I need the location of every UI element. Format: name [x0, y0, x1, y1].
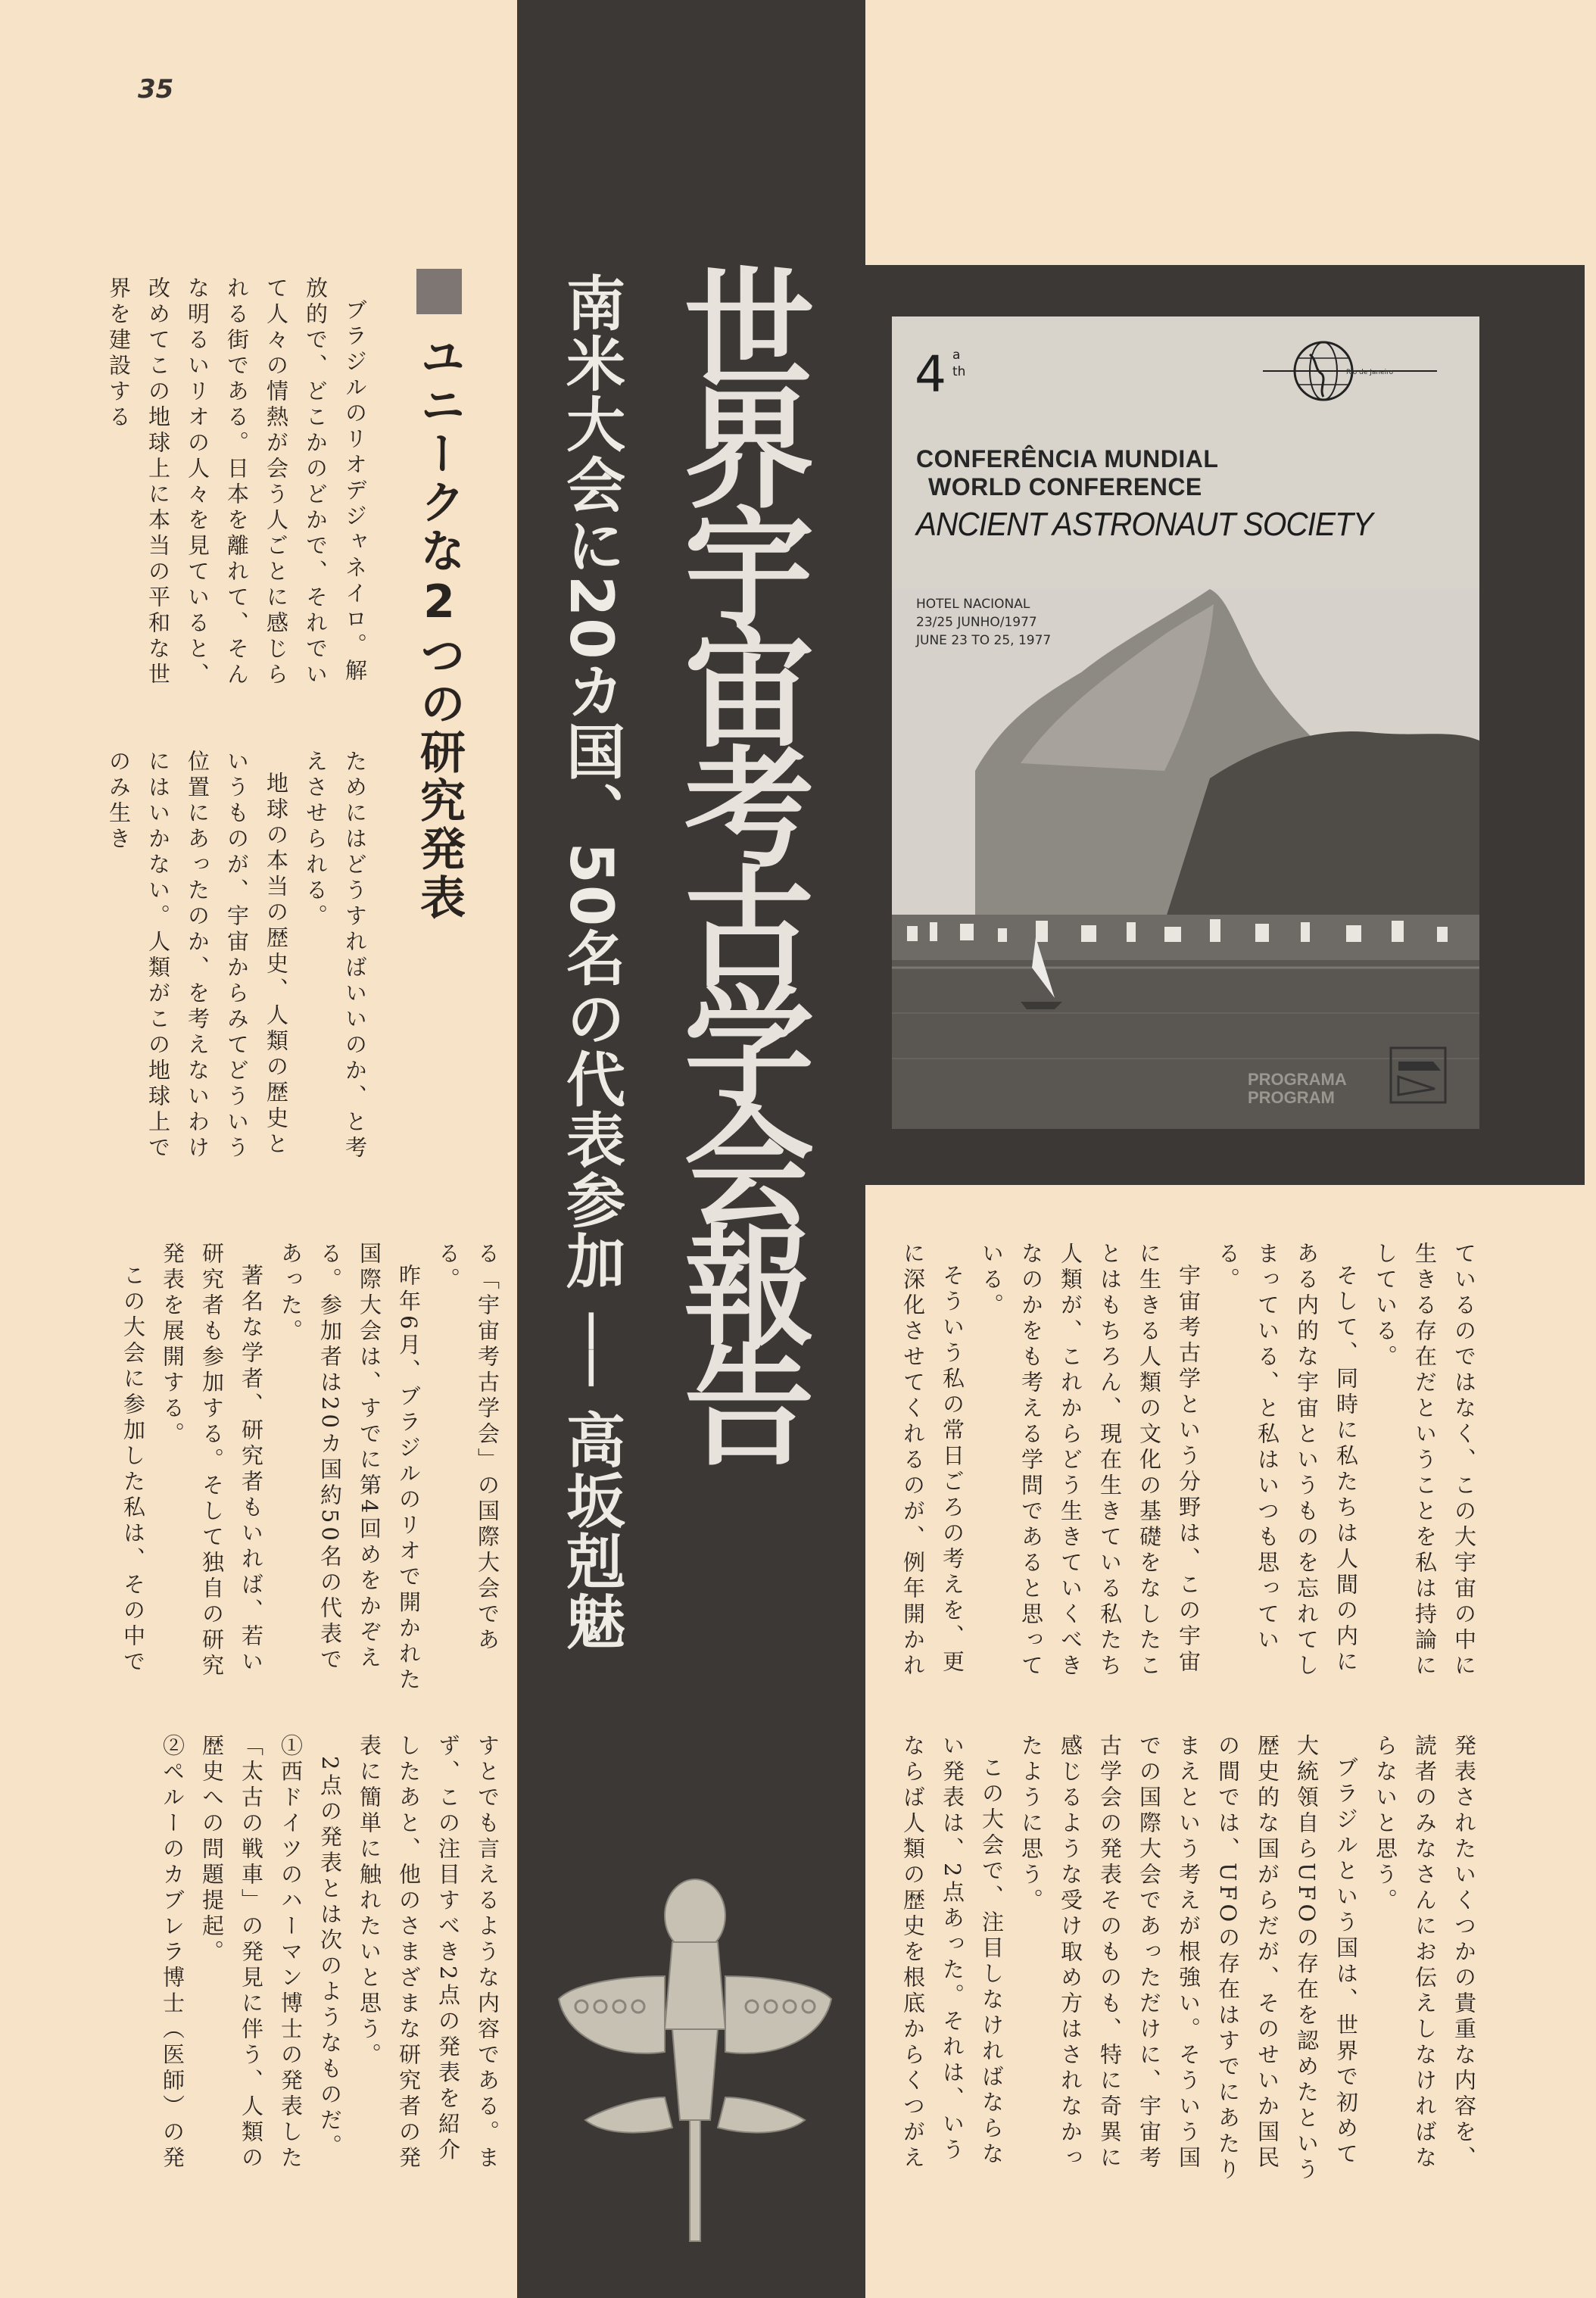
society-name: ANCIENT ASTRONAUT SOCIETY — [916, 506, 1373, 543]
paragraph: ②ペルーのカブレラ博士（医師）の発 — [160, 1734, 185, 2172]
paragraph: ブラジルという国は、世界で初めて大統領自らUFOの存在を認めたという歴史的な国がらだが、そのせいか国民の間では、UFOの存在はすでにあたりまえという考えが根強い。そういう国での国際大会であっただけに、宇宙考古学会の発表そのものも、特に奇異に感じるような受け取め方はされなかったように思う。 — [1018, 1734, 1359, 2184]
paragraph: る「宇宙考古学会」の国際大会である。 — [435, 1242, 500, 1654]
paragraph: ブラジルのリオデジャネイロ。解放的で、どこかのどかで、それでいて人々の情熱が会う人ごとに感じられる街である。日本を離れて、そんな明るいリオの人々を見ていると、改めてこの地球上に本当の平和な世界を建設する — [106, 276, 368, 688]
conference-title-pt: CONFERÊNCIA MUNDIAL — [916, 445, 1219, 472]
conference-poster — [892, 316, 1479, 1129]
paragraph: 著名な学者、研究者もいれば、若い研究者も参加する。そして独自の研究発表を展開する。 — [160, 1242, 264, 1679]
paragraph: 2点の発表とは次のようなものだ。 — [317, 1756, 343, 2160]
right-column-lower — [878, 1734, 1484, 2188]
paragraph: 地球の本当の歴史、人類の歴史というものが、宇宙からみてどういう位置にあったのか、を考えないわけにはいかない。人類がこの地球上でのみ生き — [106, 750, 289, 1161]
left-column-upper — [106, 276, 375, 700]
paragraph: 発表されたいくつかの貴重な内容を、読者のみなさんにお伝えしなければならないと思う。 — [1373, 1734, 1477, 2172]
conference-title-en: WORLD CONFERENCE — [928, 473, 1202, 500]
section-heading: ユニークな2つの研究発表 — [413, 333, 466, 922]
paragraph: この大会で、注目しなければならない発表は、2点あった。それは、いうならば人類の歴史を根底からくつがえ — [900, 1734, 1005, 2172]
paragraph: この大会に参加した私は、その中で — [120, 1264, 146, 1676]
program-label-pt: PROGRAMA — [1248, 1070, 1347, 1089]
paragraph: ①西ドイツのハーマン博士の発表した「太古の戦車」の発見に伴う、人類の歴史への問題提起。 — [199, 1734, 304, 2172]
middle-column-upper — [120, 1242, 507, 1696]
article-title: 世界宇宙考古学会報告 — [662, 261, 815, 1458]
paragraph: ているのではなく、この大宇宙の中に生きる存在だということを私は持論にしている。 — [1373, 1242, 1477, 1679]
paragraph: そういう私の常日ごろの考えを、更に深化させてくれるのが、例年開かれ — [900, 1242, 965, 1679]
edition-number: 4 — [915, 345, 946, 404]
date-portuguese: 23/25 JUNHO/1977 — [916, 615, 1037, 630]
article-subtitle: 南米大会に20カ国、50名の代表参加 ── 高坂剋魅 — [556, 273, 625, 1652]
golden-airplane-artifact-image — [551, 1870, 839, 2256]
program-label-en: PROGRAM — [1248, 1088, 1335, 1107]
logo-caption: Rio de Janeiro — [1346, 369, 1394, 376]
paragraph: 宇宙考古学という分野は、この宇宙に生きる人類の文化の基礎をなしたことはもちろん、現在生きている私たち人類が、これからどう生きていくべきなのかをも考える学問であると思っている。 — [979, 1242, 1202, 1679]
paragraph: すとでも言えるような内容である。まず、この注目すべき2点の発表を紹介したあと、他のさまざまな研究者の発表に簡単に触れたいと思う。 — [357, 1734, 500, 2172]
paragraph: ためにはどうすればいいのか、と考えさせられる。 — [303, 750, 368, 1161]
venue: HOTEL NACIONAL — [916, 597, 1030, 612]
section-marker — [416, 269, 462, 314]
middle-column-lower — [136, 1734, 507, 2188]
paragraph: そして、同時に私たちは人間の内にある内的な宇宙というものを忘れてしまっている、と私はいつも思っている。 — [1215, 1242, 1359, 1679]
page-number: 35 — [138, 74, 174, 104]
edition-suffix: a th — [952, 348, 966, 379]
date-english: JUNE 23 TO 25, 1977 — [916, 633, 1052, 648]
left-column-lower — [106, 750, 375, 1166]
paragraph: 昨年6月、ブラジルのリオで開かれた国際大会は、すでに第4回めをかぞえる。参加者は20カ国約50名の代表であった。 — [278, 1242, 422, 1694]
society-emblem-icon — [1388, 1045, 1448, 1105]
program-label — [1248, 1071, 1347, 1107]
right-column-upper — [878, 1242, 1484, 1696]
